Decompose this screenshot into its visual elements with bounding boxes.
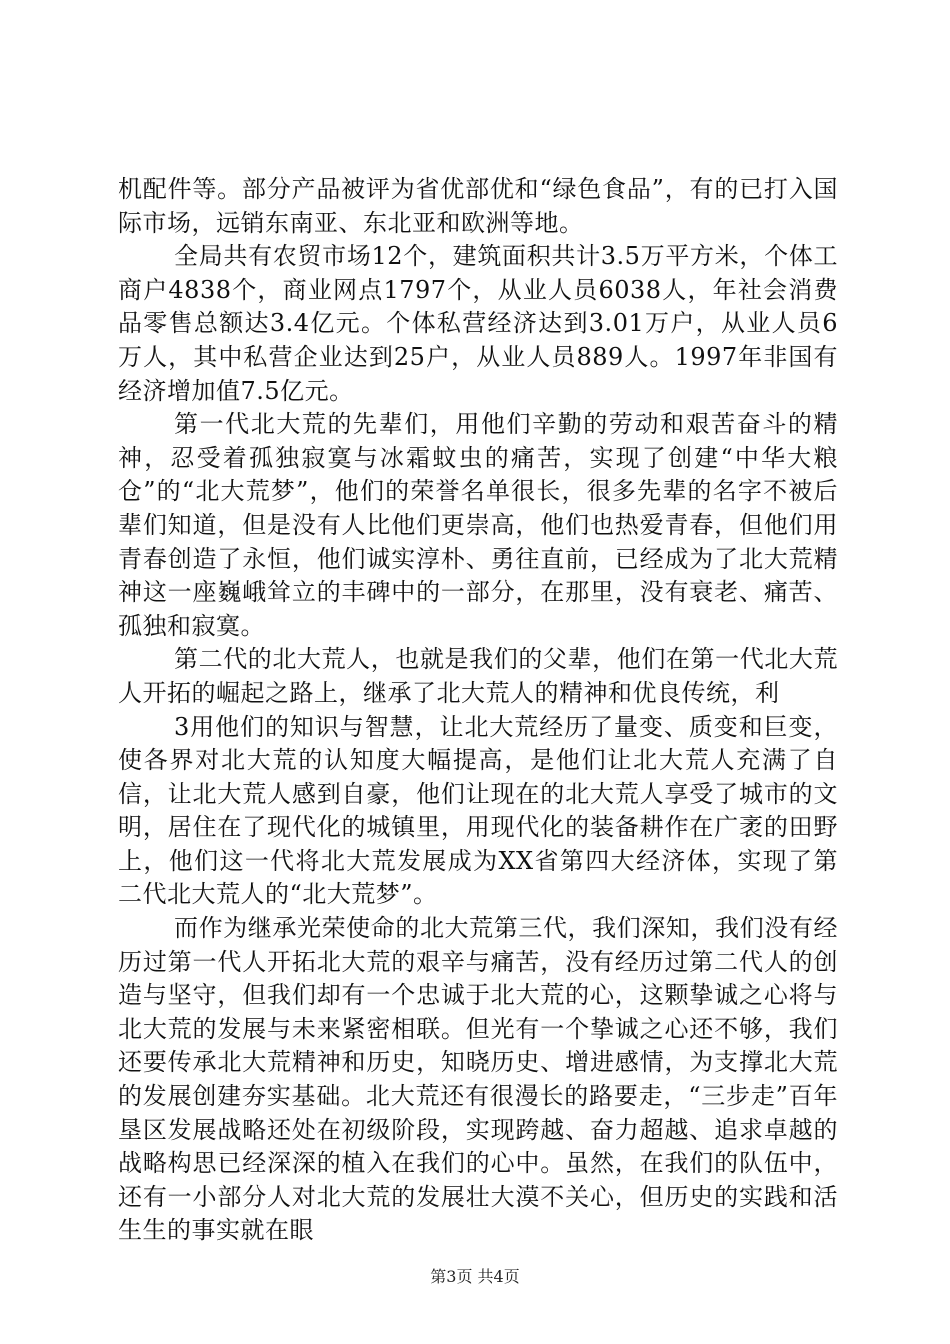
- paragraph-5: 3用他们的知识与智慧，让北大荒经历了量变、质变和巨变，使各界对北大荒的认知度大幅提高，是他们让北大荒人充满了自信，让北大荒人感到自豪，他们让现在的北大荒人享受了城市的文明，居住在了现代化的城镇里，用现代化的装备耕作在广袤的田野上，他们这一代将北大荒发展成为XX省第四大经济体，实现了第二代北大荒人的“北大荒梦”。: [118, 712, 838, 909]
- document-body: [118, 173, 838, 1248]
- paragraph-3: 第一代北大荒的先辈们，用他们辛勤的劳动和艰苦奋斗的精神，忍受着孤独寂寞与冰霜蚊虫的痛苦，实现了创建“中华大粮仓”的“北大荒梦”，他们的荣誉名单很长，很多先辈的名字不被后辈们知道，但是没有人比他们更崇高，他们也热爱青春，但他们用青春创造了永恒，他们诚实淳朴、勇往直前，已经成为了北大荒精神这一座巍峨耸立的丰碑中的一部分，在那里，没有衰老、痛苦、孤独和寂寞。: [118, 410, 838, 640]
- paragraph-4: 第二代的北大荒人，也就是我们的父辈，他们在第一代北大荒人开拓的崛起之路上，继承了北大荒人的精神和优良传统，利: [118, 645, 838, 707]
- paragraph-2: 全局共有农贸市场12个，建筑面积共计3.5万平方米，个体工商户4838个，商业网点1797个，从业人员6038人，年社会消费品零售总额达3.4亿元。个体私营经济达到3.01万户，从业人员6万人，其中私营企业达到25户，从业人员889人。1997年非国有经济增加值7.5亿元。: [118, 242, 838, 405]
- page-number-footer: 第3页 共4页: [430, 1267, 520, 1286]
- paragraph-6: 而作为继承光荣使命的北大荒第三代，我们深知，我们没有经历过第一代人开拓北大荒的艰辛与痛苦，没有经历过第二代人的创造与坚守，但我们却有一个忠诚于北大荒的心，这颗挚诚之心将与北大荒的发展与未来紧密相联。但光有一个挚诚之心还不够，我们还要传承北大荒精神和历史，知晓历史、增进感情，为支撑北大荒的发展创建夯实基础。北大荒还有很漫长的路要走，“三步走”百年垦区发展战略还处在初级阶段，实现跨越、奋力超越、追求卓越的战略构思已经深深的植入在我们的心中。虽然，在我们的队伍中，还有一小部分人对北大荒的发展壮大漠不关心，但历史的实践和活生生的事实就在眼: [118, 914, 838, 1245]
- paragraph-1: 机配件等。部分产品被评为省优部优和“绿色食品”，有的已打入国际市场，远销东南亚、东北亚和欧洲等地。: [118, 175, 838, 237]
